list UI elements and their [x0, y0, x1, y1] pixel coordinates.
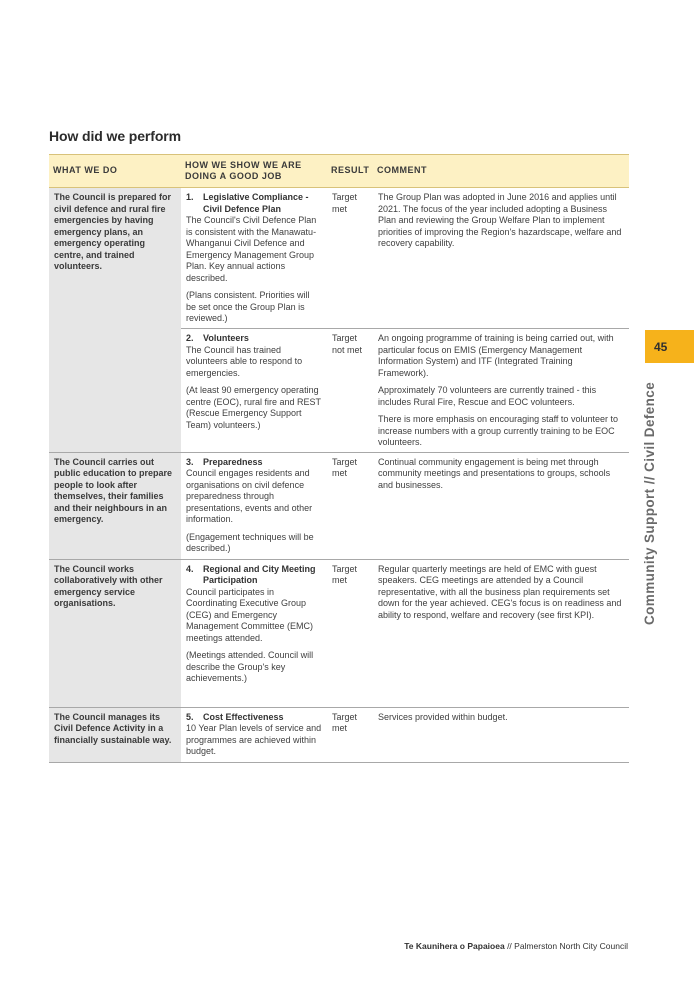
kpi-cell [181, 329, 327, 453]
kpi-title [186, 564, 322, 587]
kpi-description: The Council's Civil Defence Plan is consistent with the Manawatu-Whanganui Civil Defence and Emergency Management Group Plan. Key annual actions described. [186, 215, 317, 283]
page-number: 45 [654, 339, 668, 354]
comment-cell [373, 707, 629, 762]
comment-text: Continual community engagement is being met through community meetings and presentations to groups, schools and businesses. [378, 456, 611, 490]
comment-text: Services provided within budget. [378, 711, 508, 722]
footer [404, 941, 628, 951]
kpi-title [186, 712, 322, 724]
kpi-cell [181, 707, 327, 762]
result-cell: Target met [327, 452, 373, 559]
header-result: RESULT [327, 155, 373, 188]
table-header-row [49, 155, 629, 188]
table-row [49, 452, 629, 559]
comment-cell [373, 329, 629, 453]
page-number-tab [645, 330, 694, 363]
kpi-cell [181, 188, 327, 329]
result-cell: Target met [327, 559, 373, 707]
comment-text: An ongoing programme of training is being carried out, with particular focus on EMIS (Emergency Management Information System) and ITF (Integrated Training Framework). [378, 333, 614, 378]
table-row [49, 707, 629, 762]
kpi-title [186, 457, 322, 469]
kpi-target-note: (Plans consistent. Priorities will be set once the Group Plan is reviewed.) [186, 290, 310, 323]
comment-text: Regular quarterly meetings are held of EMC with guest speakers. CEG meetings are attended by a Council representative, with all the business plan requirements set down for the year achieved. CEG's focus is on readiness and ability to respond, welfare and recovery (see first KPI). [378, 563, 622, 620]
header-comment: COMMENT [373, 155, 629, 188]
kpi-cell [181, 452, 327, 559]
kpi-description: Council participates in Coordinating Executive Group (CEG) and Emergency Management Committee (EMC) meetings attended. [186, 586, 314, 643]
kpi-description: The Council has trained volunteers able to respond to emergencies. [186, 344, 303, 378]
comment-text: The Group Plan was adopted in June 2016 and applies until 2021. The focus of the year included adopting a Business Plan and reviewing the Group Welfare Plan to implement priorities of improving the Region's hazardscape, welfare and recovery capability. [378, 192, 622, 248]
kpi-number: 5. [186, 711, 194, 722]
kpi-target-note: (At least 90 emergency operating centre (EOC), rural fire and REST (Rescue Emergency Support Team) volunteers.) [186, 385, 321, 430]
kpi-title-text: Legislative Compliance - Civil Defence Plan [203, 192, 309, 214]
kpi-target-note: (Meetings attended. Council will describe the Group's key achievements.) [186, 650, 314, 683]
kpi-number: 4. [186, 563, 194, 574]
kpi-number: 3. [186, 456, 194, 467]
comment-text: There is more emphasis on encouraging staff to volunteer to increase numbers with a group currently training to be EOC volunteers. [378, 414, 618, 447]
result-cell: Target met [327, 707, 373, 762]
kpi-title [186, 333, 322, 345]
comment-text: Approximately 70 volunteers are currently trained - this includes Rural Fire, Rescue and EOC volunteers. [378, 385, 597, 407]
kpi-number: 1. [186, 192, 194, 202]
kpi-cell [181, 559, 327, 707]
result-cell: Target met [327, 188, 373, 329]
page-title: How did we perform [49, 128, 181, 144]
kpi-number: 2. [186, 333, 194, 343]
kpi-title [186, 192, 322, 215]
what-we-do-cell: The Council is prepared for civil defence and rural fire emergencies by having emergency plans, an emergency operating centre, and trained volunteers. [49, 188, 181, 453]
kpi-title-text: Volunteers [203, 333, 249, 343]
header-what-we-do: WHAT WE DO [49, 155, 181, 188]
kpi-description: Council engages residents and organisations on civil defence preparedness through presentations, events and other information. [186, 468, 313, 524]
what-we-do-cell: The Council carries out public education to prepare people to look after themselves, their families and their neighbours in an emergency. [49, 452, 181, 559]
section-title: Community Support // Civil Defence [642, 381, 657, 625]
what-we-do-cell: The Council works collaboratively with other emergency service organisations. [49, 559, 181, 707]
comment-cell [373, 452, 629, 559]
what-we-do-cell: The Council manages its Civil Defence Activity in a financially sustainable way. [49, 707, 181, 762]
result-cell: Target not met [327, 329, 373, 453]
kpi-title-text: Cost Effectiveness [203, 711, 284, 722]
footer-organisation: // Palmerston North City Council [504, 941, 628, 951]
kpi-target-note: (Engagement techniques will be described.) [186, 531, 314, 553]
comment-cell [373, 188, 629, 329]
comment-cell [373, 559, 629, 707]
footer-organisation-maori: Te Kaunihera o Papaioea [404, 941, 505, 951]
kpi-title-text: Preparedness [203, 456, 263, 467]
table-row [49, 559, 629, 707]
kpi-description: 10 Year Plan levels of service and programmes are achieved within budget. [186, 723, 322, 756]
header-how-we-show: HOW WE SHOW WE ARE DOING A GOOD JOB [181, 155, 327, 188]
performance-table [49, 154, 629, 763]
table-row [49, 188, 629, 329]
kpi-title-text: Regional and City Meeting Participation [203, 563, 316, 585]
